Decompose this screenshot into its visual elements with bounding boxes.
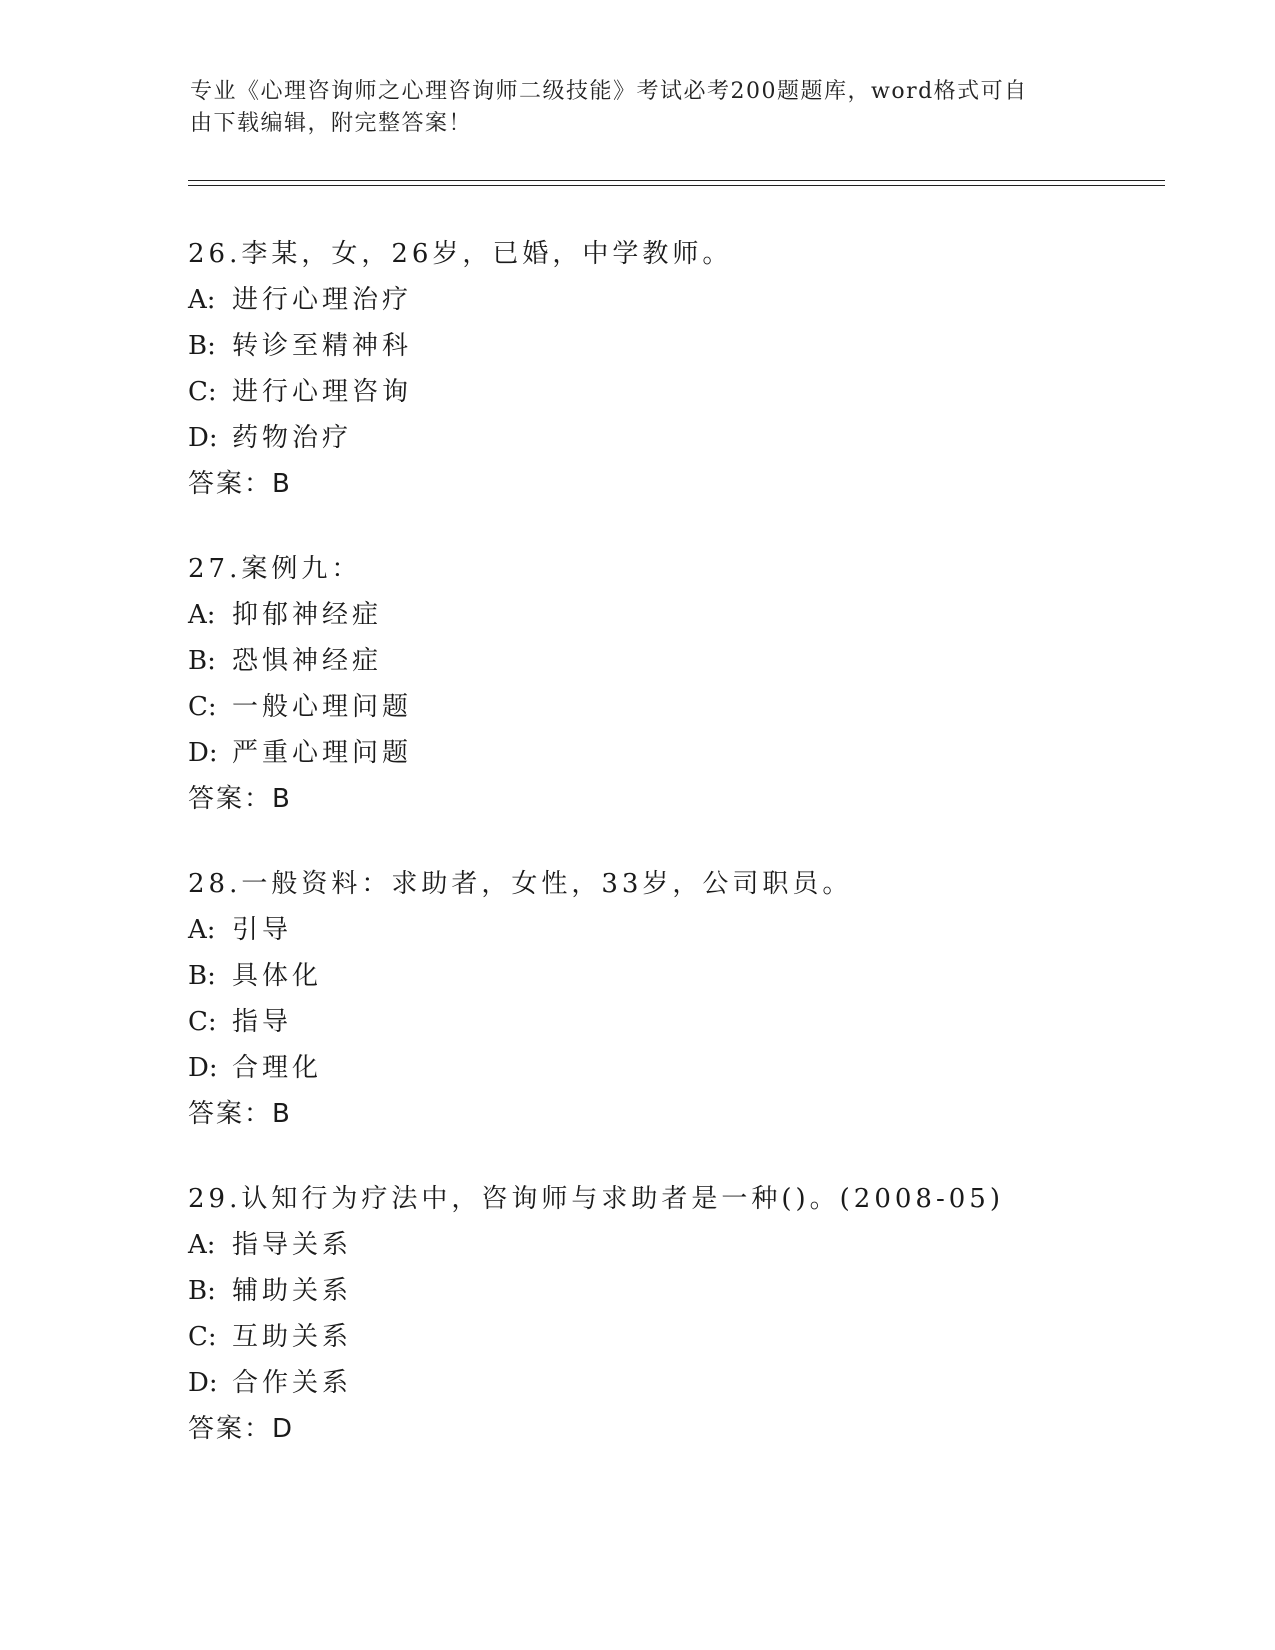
answer-line: 答案：B xyxy=(188,1099,292,1129)
option-b xyxy=(188,638,1148,684)
question-28 xyxy=(188,861,1148,1137)
option-c xyxy=(188,1314,1148,1360)
option-letter: A: xyxy=(188,285,216,315)
option-a xyxy=(188,1222,1148,1268)
option-a xyxy=(188,277,1148,323)
question-stem: 28.一般资料：求助者，女性，33岁，公司职员。 xyxy=(188,869,853,899)
option-text: 引导 xyxy=(232,915,293,945)
option-c xyxy=(188,369,1148,415)
header-line-1: 专业《心理咨询师之心理咨询师二级技能》考试必考200题题库，word格式可自 xyxy=(190,79,1028,104)
option-a xyxy=(188,907,1148,953)
option-letter: A: xyxy=(188,600,216,630)
option-text: 具体化 xyxy=(232,961,323,991)
question-29 xyxy=(188,1176,1148,1452)
option-letter: D: xyxy=(188,1053,218,1083)
option-text: 恐惧神经症 xyxy=(232,646,383,676)
option-letter: D: xyxy=(188,423,218,453)
option-letter: A: xyxy=(188,915,216,945)
question-stem: 29.认知行为疗法中，咨询师与求助者是一种()。(2008-05) xyxy=(188,1184,1004,1214)
option-letter: A: xyxy=(188,1230,216,1260)
option-b xyxy=(188,1268,1148,1314)
option-b xyxy=(188,953,1148,999)
option-letter: B: xyxy=(188,961,216,991)
option-d xyxy=(188,415,1148,461)
option-text: 进行心理治疗 xyxy=(232,285,413,315)
option-b xyxy=(188,323,1148,369)
option-text: 辅助关系 xyxy=(232,1276,353,1306)
header-line-2: 由下载编辑，附完整答案！ xyxy=(190,111,473,136)
option-d xyxy=(188,1045,1148,1091)
option-c xyxy=(188,999,1148,1045)
header-divider-bottom xyxy=(188,185,1165,186)
option-letter: B: xyxy=(188,1276,216,1306)
option-c xyxy=(188,684,1148,730)
option-letter: C: xyxy=(188,1322,217,1352)
header-divider-top xyxy=(188,180,1165,181)
option-text: 严重心理问题 xyxy=(232,738,413,768)
option-letter: C: xyxy=(188,1007,217,1037)
option-letter: C: xyxy=(188,377,217,407)
answer-line: 答案：B xyxy=(188,469,292,499)
answer-line: 答案：D xyxy=(188,1414,295,1444)
option-letter: C: xyxy=(188,692,217,722)
document-header xyxy=(190,76,1070,140)
option-letter: D: xyxy=(188,738,218,768)
question-stem: 27.案例九： xyxy=(188,554,362,584)
option-letter: B: xyxy=(188,646,216,676)
option-text: 进行心理咨询 xyxy=(232,377,413,407)
option-text: 一般心理问题 xyxy=(232,692,413,722)
option-text: 药物治疗 xyxy=(232,423,353,453)
option-text: 指导 xyxy=(232,1007,293,1037)
question-stem: 26.李某，女，26岁，已婚，中学教师。 xyxy=(188,239,733,269)
answer-line: 答案：B xyxy=(188,784,292,814)
question-27 xyxy=(188,546,1148,822)
option-a xyxy=(188,592,1148,638)
option-letter: D: xyxy=(188,1368,218,1398)
question-26 xyxy=(188,231,1148,507)
option-text: 互助关系 xyxy=(232,1322,353,1352)
option-d xyxy=(188,1360,1148,1406)
option-text: 指导关系 xyxy=(232,1230,353,1260)
option-text: 合作关系 xyxy=(232,1368,353,1398)
option-text: 抑郁神经症 xyxy=(232,600,383,630)
option-d xyxy=(188,730,1148,776)
option-letter: B: xyxy=(188,331,216,361)
option-text: 合理化 xyxy=(232,1053,323,1083)
option-text: 转诊至精神科 xyxy=(232,331,413,361)
